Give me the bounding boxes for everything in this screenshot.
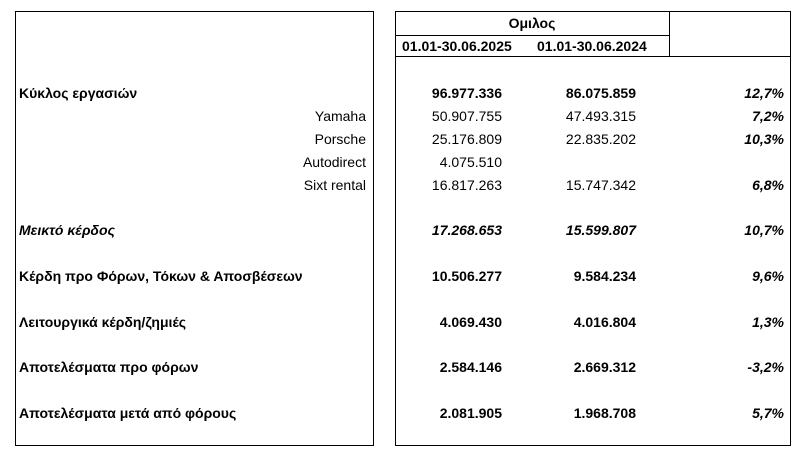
period-prior-header: 01.01-30.06.2024 (537, 38, 647, 54)
current-value: 96.977.336 (431, 85, 502, 101)
group-header-divider (395, 35, 669, 36)
current-value: 10.506.277 (431, 268, 502, 284)
prior-value: 15.747.342 (565, 177, 636, 193)
prior-value: 47.493.315 (565, 108, 636, 124)
current-value: 4.075.510 (439, 154, 502, 170)
change-percent: 10,3% (744, 131, 784, 147)
row-label: Αποτελέσματα προ φόρων (19, 359, 199, 375)
row-label: Yamaha (314, 108, 366, 124)
prior-value: 86.075.859 (565, 85, 636, 101)
change-percent: 12,7% (744, 85, 784, 101)
change-percent: 9,6% (752, 268, 784, 284)
change-percent: 7,2% (752, 108, 784, 124)
prior-value: 9.584.234 (573, 268, 636, 284)
row-label: Λειτουργικά κέρδη/ζημιές (19, 314, 187, 330)
current-value: 2.081.905 (439, 405, 502, 421)
row-label: Αποτελέσματα μετά από φόρους (19, 405, 237, 421)
prior-value: 2.669.312 (573, 359, 636, 375)
prior-value: 4.016.804 (573, 314, 636, 330)
row-label: Porsche (314, 131, 366, 147)
period-header-divider (395, 56, 791, 57)
row-label: Autodirect (302, 154, 366, 170)
current-value: 16.817.263 (431, 177, 502, 193)
change-percent: 6,8% (752, 177, 784, 193)
period-current-header: 01.01-30.06.2025 (402, 38, 512, 54)
current-value: 17.268.653 (431, 222, 502, 238)
change-percent: -3,2% (747, 359, 784, 375)
current-value: 50.907.755 (431, 108, 502, 124)
prior-value: 22.835.202 (565, 131, 636, 147)
change-percent: 10,7% (744, 222, 784, 238)
row-label: Κέρδη προ Φόρων, Τόκων & Αποσβέσεων (19, 268, 303, 284)
current-value: 4.069.430 (439, 314, 502, 330)
row-label: Sixt rental (303, 177, 366, 193)
prior-value: 1.968.708 (573, 405, 636, 421)
row-label: Κύκλος εργασιών (19, 85, 138, 101)
change-percent: 5,7% (752, 405, 784, 421)
prior-value: 15.599.807 (565, 222, 636, 238)
change-column-divider (669, 11, 670, 56)
current-value: 25.176.809 (431, 131, 502, 147)
change-percent: 1,3% (752, 314, 784, 330)
current-value: 2.584.146 (439, 359, 502, 375)
row-label: Μεικτό κέρδος (19, 222, 115, 238)
group-header: Ομιλος (508, 15, 556, 31)
